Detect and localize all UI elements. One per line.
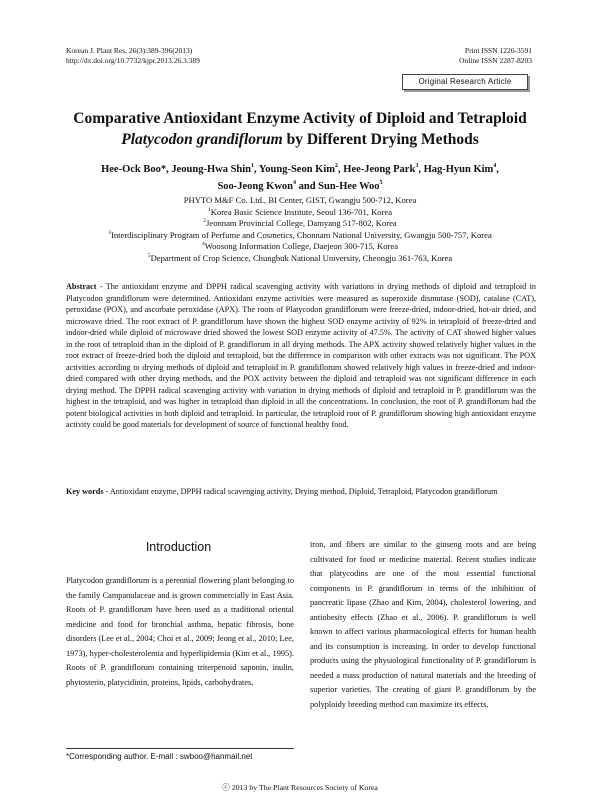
- affiliation: [40, 218, 560, 230]
- title-species-name: Platycodon grandiflorum: [121, 131, 283, 148]
- title-line-2-rest: by Different Drying Methods: [282, 131, 479, 148]
- article-type-badge: Original Research Article: [402, 74, 528, 90]
- doi-link[interactable]: http://dx.doi.org/10.7732/kjpr.2013.26.3.389: [66, 56, 200, 65]
- author-names: , Hag-Hyun Kim: [418, 164, 494, 175]
- affiliation-mark: 5: [147, 252, 151, 259]
- online-issn: Online ISSN 2287-8203: [459, 56, 532, 65]
- author-names: ,: [496, 164, 499, 175]
- affiliation-mark: 1: [251, 163, 255, 169]
- copyright-footer: ⓒ 2013 by The Plant Resources Society of Korea: [222, 783, 378, 792]
- affiliation: [40, 253, 560, 265]
- title-line-2: [40, 129, 560, 150]
- affiliation-mark: 2: [335, 163, 339, 169]
- corresponding-author-note: *Corresponding author. E-mail : swboo@hanmail.net: [66, 752, 253, 761]
- affiliation-text: PHYTO M&F Co. Ltd., BI Center, GIST, Gwangju 500-712, Korea: [183, 195, 417, 205]
- introduction-right-column: iron, and fibers are similar to the ginseng roots and are being cultivated for food or medicine material. Recent studies indicate that platycodins are one of the most essential functional components in P. grandiflorum in terms of the inhibition of pancreatic lipase (Zhao and Kim, 2004), cholesterol lowering, and antiobesity effects (Zhao et al., 2006). P. grandiflorum is well known to affect various pharmacological effects for human health and its consumption is increasing. In order to develop functional products using the physiological functionality of P. grandiflorum is needed a mass production of natural materials and the breeding of superior varieties. The creating of giant P. grandiflorum by the polyploidy breeding method can maximize its effects.: [310, 540, 536, 709]
- print-issn: Print ISSN 1226-3591: [464, 46, 532, 55]
- footnote-divider: [66, 748, 294, 749]
- affiliation-mark: 1: [207, 206, 211, 213]
- affiliation: [40, 195, 560, 207]
- affiliation-mark: 4: [493, 163, 497, 169]
- author-line-1: [70, 161, 530, 178]
- introduction-heading: Introduction: [145, 540, 212, 554]
- affiliation-text: Woosong Information College, Daejeon 300-715, Korea: [204, 241, 399, 251]
- affiliation-text: Interdisciplinary Program of Perfume and Cosmetics, Chonnam National University, Gwangju 500-757, Korea: [110, 229, 492, 240]
- keywords-text: - Antioxidant enzyme, DPPH radical scavenging activity, Drying method, Diploid, Tetraploid, Platycodon grandiflorum: [103, 487, 498, 496]
- introduction-left-column: Platycodon grandiflorum is a perennial flowering plant belonging to the family Campanulaceae and is grown commercially in East Asia. Roots of P. grandiflorum have been used as a traditional oriental medicine and food for bronchial asthma, hepatic fibrosis, bone disorders (Lee et al., 2004; Choi et al., 2009; Jeong et al., 2010; Lee, 1973), hyper-cholesterolemia and hyperlipidemia (Kim et al., 1995). Roots of P. grandiflorum containing triterpenoid saponin, inulin, phytosterin, platycidinin, proteins, lipids, carbohydrates,: [66, 576, 294, 687]
- affiliation-text: Jeonnam Provincial College, Damyang 517-802, Korea: [206, 218, 397, 228]
- author-line-2: [70, 178, 530, 195]
- abstract-text: - The antioxidant enzyme and DPPH radical scavenging activity with variations in drying methods of diploid and tetraploid in Platycodon grandiflorum were determined. Antioxidant enzyme activities were measured as superoxide dismutase (SOD), catalase (CAT), peroxidase (POX), and ascorbate peroxidase (APX). The roots of Platycodon grandiflorum were freeze-dried, indoor-dried, hot-air dried, and microwave dried. The root extract of P. grandiflorum have shown the highest SOD enzyme activity of 92% in tetraploid of freeze-dried and indoor-dried while diploid of microwave dried showed the lowest SOD enzyme activity of 47.5%. The activity of CAT showed higher values in the root of tetraploid than in the diploid of P. grandiflorum in all drying methods. The APX activity showed relatively higher values in the root extract of freeze-dried both the diploid and tetraploid, but the difference in comparison with other extracts was not significant. The POX activities according to drying methods of diploid and tetraploid in P. grandiflorum showed relatively high values in freeze-dried and indoor-dried compared with other drying methods, and the POX activity between the diploid and tetraploid was not significant difference in each drying method. The DPPH radical scavenging activity with variation in drying methods of diploid and tetraploid in P. grandiflorum was the highest in the tetraploid, and was higher in tetraploid than diploid in all the concentrations. In conclusion, the root of P. grandiflorum had the potent biological activities in both diploid and tetraploid. In particular, the tetraploid root of P. grandiflorum showing high antioxidant enzyme activity could be good materials for development of source of functional healthy food.: [66, 282, 536, 429]
- affiliation-mark: 3: [108, 229, 111, 236]
- affiliation-mark: 5: [379, 180, 383, 186]
- keywords-label: Key words: [66, 487, 104, 496]
- author-names: Hee-Ock Boo*, Jeoung-Hwa Shin: [101, 164, 252, 175]
- affiliation: [40, 230, 560, 242]
- affiliation: [40, 207, 560, 219]
- author-names: , Young-Seon Kim: [254, 164, 336, 175]
- affiliation-list: [40, 195, 560, 264]
- journal-reference: Korean J. Plant Res. 26(3):389-396(2013): [66, 46, 193, 55]
- author-names: , Hee-Jeong Park: [338, 164, 416, 175]
- title-line-1: Comparative Antioxidant Enzyme Activity of Diploid and Tetraploid: [73, 110, 527, 127]
- author-list: [70, 161, 530, 195]
- affiliation-mark: 3: [415, 163, 419, 169]
- affiliation-mark: 4: [201, 241, 205, 247]
- paper-title: [40, 108, 560, 150]
- affiliation-text: Korea Basic Science Institute, Seoul 136-701, Korea: [210, 206, 393, 217]
- abstract: [66, 281, 536, 431]
- abstract-label: Abstract: [66, 282, 97, 291]
- affiliation: [40, 241, 560, 253]
- affiliation-mark: 2: [203, 218, 207, 224]
- author-names: and Sun-Hee Woo: [296, 181, 380, 192]
- affiliation-mark: 4: [293, 180, 296, 186]
- keywords: [66, 486, 536, 498]
- author-names: Soo-Jeong Kwon: [217, 181, 293, 192]
- journal-header-right: [459, 46, 532, 66]
- journal-header-left: [66, 46, 200, 66]
- affiliation-text: Department of Crop Science, Chungbuk National University, Cheongju 361-763, Korea: [150, 252, 453, 263]
